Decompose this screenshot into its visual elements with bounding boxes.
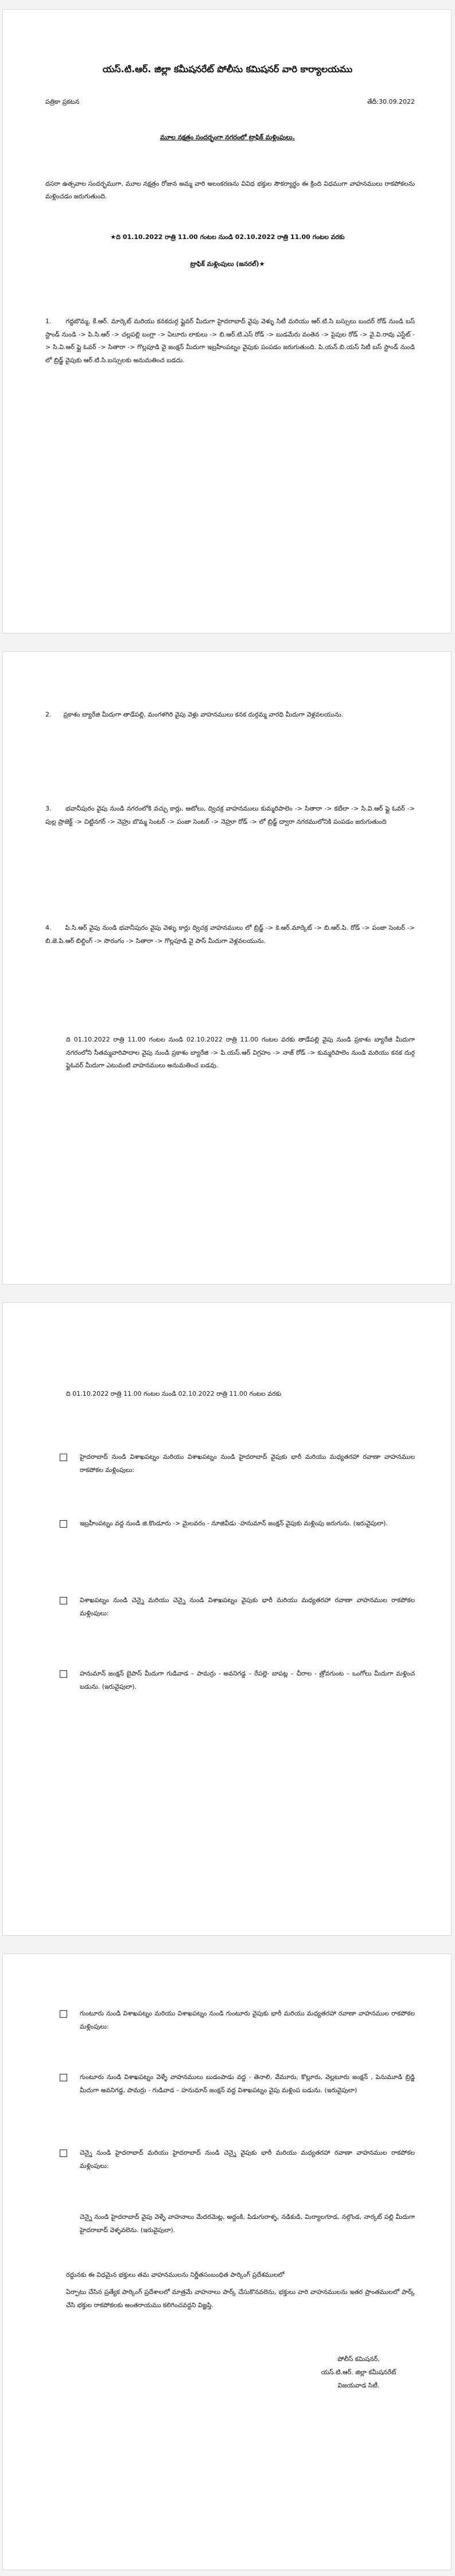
bullet-hyderabad-visakhapatnam: హైదరాబాద్ నుండి విశాఖపట్నం మరియు విశాఖపట్నం నుండి హైదరాబాద్ వైపుకు భారీ మరియు మధ్యతరహా రవాణా వాహనముల రాకపోకల మళ్లింపులు: [80, 1453, 417, 1474]
checkbox-bullet-icon [60, 1597, 67, 1604]
closing-paragraph: ఏర్పాటు చేసిన ప్రత్యేక పార్కింగ్ ప్రదేశాలలో మాత్రమే వాహనాలు పార్క్ చేసుకొనవలెను, భక్తులు వారి వాహనములను ఇతర ప్రాంతములలో పార్క్ చేసి భక్తుల రాకపోకలకు అంతరాయము కలిగించవద్దని విజ్ఞప్తి. [66, 2288, 417, 2309]
diversion-paragraph-1: 1. గద్దబొమ్మ, కే.ఆర్. మార్కెట్ మరియు కనకదుర్గ ఫ్లైవర్ మీదుగా హైదరాబాద్ వైపు వెళ్ళు సిటీ మరియు ఆర్.టి.సి బస్సులు బందర్ రోడ్ నుండి బస్ స్టాండ్ నుండి -> పి.సి.ఆర్ -> చల్లపల్లి బంగ్లా -> ఏలూరు లాకులు -> బి.ఆర్.టి.ఎస్ రోడ్ -> బుడమేరు వంతెన -> పైపుల రోడ్ -> వై.వి.రావు ఎస్టేట్ -> సి.వి.ఆర్ ఫ్లై ఓవర్ -> సితారా -> గొల్లపూడి వై జంక్షన్ మీదుగా ఇబ్రహీంపట్నం వైపుకు పంపడం జరుగుతుంది. పి.యన్.బి.యస్ సిటీ బస్ స్టాండ్ నుండి లో బ్రిడ్జ్ వైపుకు ఆర్.టి.సి.బస్సులకు అనుమతించ బడదు. [45, 318, 417, 364]
diversion-paragraph-4: 4. పి.సి.ఆర్ వైపు నుండి భవానీపురం వైపు వెళ్ళు కార్లు ద్విచక్ర వాహనములు లో బ్రిడ్జ్ -> కె.ఆర్.మార్కెట్ -> బి.ఆర్.పి. రోడ్ -> పంజా సెంటర్ -> బి.జె.పి.ఆర్ బిల్డింగ్ -> సొరంగం -> సితారా -> గొల్లపూడి వై పాస్ మీదుగా వెళ్లవలయును. [45, 924, 417, 945]
release-date: తేదీ:30.09.2022 [367, 98, 415, 105]
document-page-4 [2, 1953, 452, 2570]
bullet-visakhapatnam-chennai: విశాఖపట్నం నుండి చెన్నై మరియు చెన్నై నుండి విశాఖపట్నం వైపుకు భారీ మరియు మధ్యతరహా రవాణా వాహనముల రాకపోకల మళ్లింపులు: [80, 1596, 417, 1617]
bullet-guntur-route: గుంటూరు నుండి విశాఖపట్నం వెళ్ళే వాహనములు బుడంపాడు వద్ద - తెనాలి, వేమూరు, కొల్లూరు, వెల్లటూరు జంక్షన్ , పెనుమూడి బ్రిడ్జి మీదుగా అవనిగడ్డ, పామర్రు - గుడివాడ – హనుమాన్ జంక్షన్ వద్ద విశాఖపట్నం వైపు మళ్లింప బడును. (ఇరువైపులా) [80, 2073, 417, 2094]
bullet-guntur-visakhapatnam: గుంటూరు నుండి విశాఖపట్నం మరియు విశాఖపట్నం నుండి గుంటూరు వైపుకు భారీ మరియు మధ్యతరహా రవాణా వాహనముల రాకపోకల మళ్లింపులు: [80, 2010, 417, 2030]
time-window-line-2: ట్రాఫిక్ మళ్లింపులు (జనరల్)★ [190, 260, 265, 268]
signature-office: యస్.టి.ఆర్. జిల్లా కమీషనరేట్ [321, 2368, 396, 2376]
checkbox-bullet-icon [60, 1454, 67, 1461]
checkbox-bullet-icon [60, 1670, 67, 1678]
checkbox-bullet-icon [60, 2074, 67, 2081]
time-window-line-1: ★ది 01.10.2022 రాత్రి 11.00 గంటల నుండి 02.10.2022 రాత్రి 11.00 గంటల వరకు [110, 233, 345, 241]
document-page-1 [2, 9, 452, 633]
heavy-vehicle-time-window: ది 01.10.2022 రాత్రి 11.00 గంటల నుండి 02.10.2022 రాత్రి 11.00 గంటల వరకు [66, 1390, 282, 1397]
diversion-paragraph-3: 3. భవానీపురం వైపు నుండి నగరంలోకి వచ్చు కార్లు, ఆటోలు, ద్విచక్ర వాహనములు కుమ్మరిపాలెం -> సితారా -> కబేలా -> సి.వి.ఆర్ ఫ్లై ఓవర్ -> పుల్ల ప్రాజెక్ట్ -> చిట్టినగర్ -> నెహ్రు బొమ్మ సెంటర్ -> పంజా సెంటర్ -> నెహ్రూ రోడ్ -> లో బ్రిడ్జ్ ద్వారా నగరములోనికి పంపడం జరుగుతుంది [45, 805, 417, 825]
bullet-chennai-hyderabad: చెన్నై నుండి హైదరాబాద్ మరియు హైదరాబాద్ నుండి చెన్నై వైపుకు భారీ మరియు మధ్యతరహా రవాణా వాహనముల రాకపోకల మళ్లింపులు: [80, 2149, 417, 2170]
closing-lead: రద్దునకు ఈ విధమైన భక్తులు తమ వాహనములను నిర్ణీతసంబంధిత పార్కింగ్ ప్రదేశములలో [66, 2271, 285, 2279]
bullet-hanuman-junction-route: హనుమాన్ జంక్షన్ బైపాస్ మీదుగా గుడివాడ – పామర్రు - అవనిగడ్డ – రేపల్లె- బాపట్ల – చీరాల - త్రోవగుంట – ఒంగోలు మీదుగా మళ్లించ బడును. (ఇరువైపులా). [80, 1670, 417, 1690]
checkbox-bullet-icon [60, 1520, 67, 1528]
intro-paragraph: దసరా ఉత్సవాల సందర్భముగా, మూల నక్షత్రం రోజున అమ్మ వారి అలంకరణను వివిధ భక్తుల సౌకర్యార్థం ఈ క్రింది విధముగా వాహనములు రాకపోకలను మళ్లించడం జరుగుతుంది. [45, 180, 417, 200]
checkbox-bullet-icon [60, 2150, 67, 2157]
bullet-ibrahimpatnam-route: ఇబ్రహీంపట్నం వద్ద నుండి జి.కొండూరు -> మైలవరం - నూజివీడు -హనుమాన్ జంక్షన్ వైపుకు మళ్లింపు జరుగును. (ఇరువైపులా). [80, 1520, 388, 1527]
diversion-paragraph-5: ది 01.10.2022 రాత్రి 11.00 గంటల నుండి 02.10.2022 రాత్రి 11.00 గంటల వరకు తాడేపల్లి వైపు నుండి ప్రకాశం బ్యారేజి మీదుగా నగరంలోని సీతమ్మవారిపాదాల వైపు నుండి ప్రకాశం బ్యారేజి -> పి.యస్.ఆర్ విగ్రహం -> నాజ్ రోడ్ -> కుమ్మరిపాలెం నుండి మరియు కనక దుర్గ ఫ్లైఓవర్ మీదుగా ఎటువంటి వాహనములు అనుమతించ బడవు. [66, 1036, 417, 1070]
press-release-label: పత్రికా ప్రకటన [45, 98, 80, 105]
checkbox-bullet-icon [60, 2010, 67, 2018]
signature-title: పోలీస్ కమిషనర్, [337, 2355, 380, 2363]
signature-city: విజయవాడ సిటీ. [337, 2382, 380, 2389]
office-header: యస్.టి.ఆర్. జిల్లా కమీషనరేట్ పోలీసు కమిషనర్ వారి కార్యాలయము [102, 64, 353, 75]
chennai-route-detail: చెన్నై నుండి హైదరాబాద్ వైపు వెళ్ళే వాహనాలు మేదరమెట్ల, అద్దంకి, పిడుగురాళ్ళ, నడికుడి, మిర్యాలగూడ, నల్గొండ, నార్కట్ పల్లి మీదుగా హైదరాబాద్ వెళ్ళవలెను. (ఇరువైపులా). [80, 2213, 417, 2234]
diversion-paragraph-2: 2. ప్రకాశం బ్యారేజి మీదుగా తాడేపల్లి, మంగళగిరి వైపు వెళ్లు వాహనములు కనక దుర్గమ్మ వారధి మీదుగా వెళ్లవలయును. [45, 711, 343, 718]
subject-line: మూల నక్షత్రం సందర్భంగా నగరంలో ట్రాఫిక్ మళ్లింపులు. [160, 134, 295, 141]
document-page-3 [2, 1302, 452, 1936]
document-page-2 [2, 651, 452, 1285]
